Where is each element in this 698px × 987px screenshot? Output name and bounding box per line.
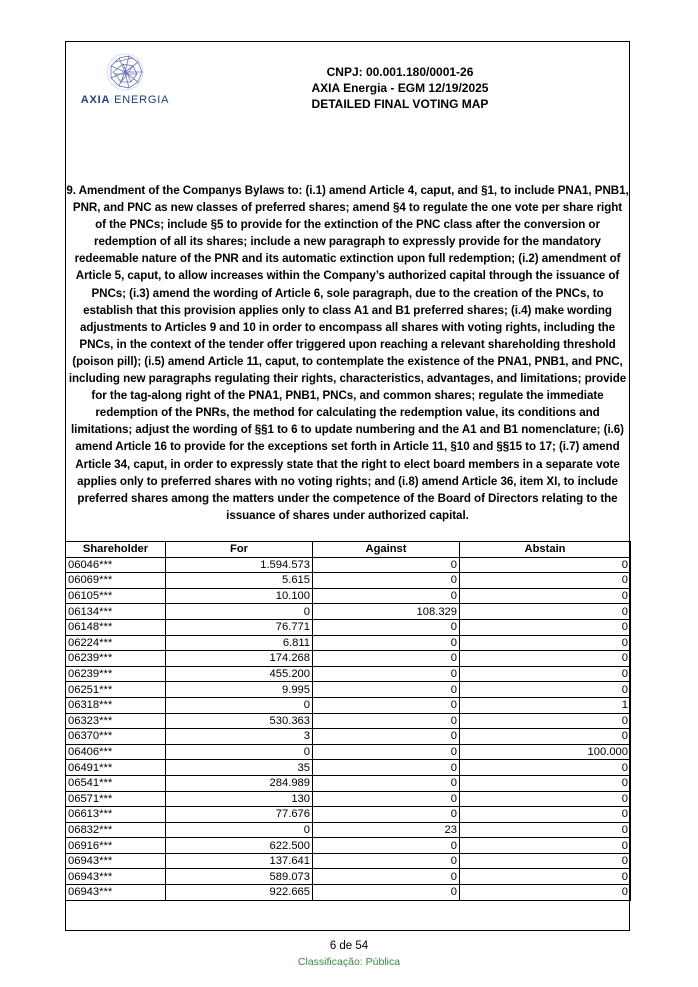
table-row (66, 651, 631, 667)
abstain-cell: 0 (460, 838, 631, 854)
for-cell: 589.073 (166, 869, 313, 885)
abstain-cell: 0 (460, 791, 631, 807)
against-cell: 0 (313, 744, 460, 760)
against-cell: 0 (313, 729, 460, 745)
logo-brand-bold: AXIA (80, 94, 111, 106)
shareholder-cell: 06943*** (66, 853, 166, 869)
for-cell: 3 (166, 729, 313, 745)
table-row (66, 666, 631, 682)
abstain-cell: 0 (460, 853, 631, 869)
abstain-cell: 0 (460, 885, 631, 901)
against-cell: 0 (313, 666, 460, 682)
abstain-cell: 100.000 (460, 744, 631, 760)
against-cell: 0 (313, 713, 460, 729)
logo-wordmark (80, 94, 170, 106)
for-cell: 0 (166, 604, 313, 620)
for-cell: 174.268 (166, 651, 313, 667)
for-cell: 284.989 (166, 775, 313, 791)
abstain-cell: 0 (460, 713, 631, 729)
shareholder-cell: 06134*** (66, 604, 166, 620)
table-row (66, 791, 631, 807)
against-cell: 0 (313, 838, 460, 854)
table-header-row (66, 542, 631, 558)
shareholder-cell: 06406*** (66, 744, 166, 760)
abstain-cell: 0 (460, 619, 631, 635)
shareholder-cell: 06323*** (66, 713, 166, 729)
shareholder-cell: 06224*** (66, 635, 166, 651)
table-row (66, 682, 631, 698)
table-row (66, 635, 631, 651)
shareholder-cell: 06069*** (66, 573, 166, 589)
for-cell: 76.771 (166, 619, 313, 635)
against-cell: 0 (313, 775, 460, 791)
table-body (66, 557, 631, 900)
against-cell: 0 (313, 557, 460, 573)
for-cell: 10.100 (166, 588, 313, 604)
for-cell: 9.995 (166, 682, 313, 698)
against-cell: 0 (313, 807, 460, 823)
shareholder-cell: 06370*** (66, 729, 166, 745)
table-row (66, 822, 631, 838)
table-row (66, 853, 631, 869)
abstain-cell: 0 (460, 729, 631, 745)
abstain-cell: 0 (460, 651, 631, 667)
table-row (66, 619, 631, 635)
table-row (66, 760, 631, 776)
abstain-cell: 0 (460, 573, 631, 589)
motion-text: 9. Amendment of the Companys Bylaws to: (i.1) amend Article 4, caput, and §1, to include PNA1, PNB1, PNR, and PNC as new classes of preferred shares; amend §4 to regulate the one vote per share right of the PNCs; include §5 to provide for the extinction of the PNC class after the conversion or redemption of all its shares; include a new paragraph to expressly provide for the mandatory redeemable nature of the PNR and its automatic extinction upon full redemption; (i.2) amendment of Article 5, caput, to allow increases within the Company’s authorized capital through the issuance of PNCs; (i.3) amend the wording of Article 6, sole paragraph, due to the creation of the PNCs, to establish that this provision applies only to class A1 and B1 preferred shares; (i.4) make wording adjustments to Articles 9 and 10 in order to encompass all shares with voting rights, including the PNCs, in the context of the tender offer triggered upon reaching a relevant shareholding threshold (poison pill); (i.5) amend Article 11, caput, to contemplate the existence of the PNA1, PNB1, and PNC, including new paragraphs regulating their rights, characteristics, advantages, and limitations; provide for the tag-along right of the PNA1, PNB1, PNCs, and common shares; regulate the immediate redemption of the PNRs, the method for calculating the redemption value, its conditions and limitations; adjust the wording of §§1 to 6 to update numbering and the A1 and B1 nomenclature; (i.6) amend Article 16 to provide for the exceptions set forth in Article 11, §10 and §§15 to 17; (i.7) amend Article 34, caput, in order to expressly state that the right to elect board members in a separate vote applies only to preferred shares with no voting rights; and (i.8) amend Article 36, item XI, to include preferred shares among the matters under the competence of the Board of Directors relating to the issuance of shares under authorized capital. (66, 184, 629, 522)
shareholder-cell: 06943*** (66, 869, 166, 885)
table-row (66, 807, 631, 823)
shareholder-cell: 06148*** (66, 619, 166, 635)
cnpj-line: CNPJ: 00.001.180/0001-26 (326, 65, 474, 79)
meeting-line: AXIA Energia - EGM 12/19/2025 (311, 81, 489, 95)
table-row (66, 744, 631, 760)
table-row (66, 869, 631, 885)
abstain-cell: 0 (460, 682, 631, 698)
abstain-cell: 0 (460, 557, 631, 573)
abstain-cell: 1 (460, 697, 631, 713)
abstain-cell: 0 (460, 666, 631, 682)
table-row (66, 775, 631, 791)
shareholder-cell: 06916*** (66, 838, 166, 854)
against-cell: 0 (313, 697, 460, 713)
for-cell: 35 (166, 760, 313, 776)
for-cell: 137.641 (166, 853, 313, 869)
geodesic-globe-icon (103, 52, 147, 92)
table-row (66, 713, 631, 729)
against-cell: 0 (313, 619, 460, 635)
abstain-cell: 0 (460, 822, 631, 838)
for-cell: 530.363 (166, 713, 313, 729)
document-header (260, 64, 540, 112)
against-cell: 0 (313, 885, 460, 901)
document-title: DETAILED FINAL VOTING MAP (311, 97, 489, 111)
against-cell: 108.329 (313, 604, 460, 620)
table-row (66, 885, 631, 901)
against-cell: 0 (313, 682, 460, 698)
for-cell: 5.615 (166, 573, 313, 589)
for-cell: 130 (166, 791, 313, 807)
shareholder-cell: 06046*** (66, 557, 166, 573)
abstain-cell: 0 (460, 869, 631, 885)
for-cell: 77.676 (166, 807, 313, 823)
shareholder-cell: 06832*** (66, 822, 166, 838)
shareholder-cell: 06541*** (66, 775, 166, 791)
against-cell: 0 (313, 760, 460, 776)
against-cell: 0 (313, 635, 460, 651)
column-header-against: Against (313, 542, 460, 558)
classification-label: Classificação: Pública (297, 956, 401, 968)
against-cell: 0 (313, 869, 460, 885)
against-cell: 0 (313, 791, 460, 807)
voting-table (65, 541, 631, 901)
for-cell: 0 (166, 744, 313, 760)
company-logo (80, 52, 170, 110)
abstain-cell: 0 (460, 604, 631, 620)
for-cell: 0 (166, 697, 313, 713)
for-cell: 455.200 (166, 666, 313, 682)
column-header-abstain: Abstain (460, 542, 631, 558)
shareholder-cell: 06105*** (66, 588, 166, 604)
for-cell: 6.811 (166, 635, 313, 651)
for-cell: 1.594.573 (166, 557, 313, 573)
shareholder-cell: 06239*** (66, 666, 166, 682)
for-cell: 922.665 (166, 885, 313, 901)
against-cell: 0 (313, 573, 460, 589)
table-row (66, 557, 631, 573)
column-header-shareholder: Shareholder (66, 542, 166, 558)
against-cell: 0 (313, 588, 460, 604)
shareholder-cell: 06239*** (66, 651, 166, 667)
abstain-cell: 0 (460, 775, 631, 791)
shareholder-cell: 06251*** (66, 682, 166, 698)
table-row (66, 697, 631, 713)
against-cell: 23 (313, 822, 460, 838)
page-number: 6 de 54 (329, 940, 369, 952)
abstain-cell: 0 (460, 588, 631, 604)
table-row (66, 604, 631, 620)
for-cell: 622.500 (166, 838, 313, 854)
for-cell: 0 (166, 822, 313, 838)
against-cell: 0 (313, 651, 460, 667)
table-row (66, 838, 631, 854)
abstain-cell: 0 (460, 807, 631, 823)
shareholder-cell: 06318*** (66, 697, 166, 713)
shareholder-cell: 06491*** (66, 760, 166, 776)
table-row (66, 729, 631, 745)
logo-brand-rest: ENERGIA (110, 94, 170, 106)
table-row (66, 588, 631, 604)
abstain-cell: 0 (460, 635, 631, 651)
table-row (66, 573, 631, 589)
shareholder-cell: 06571*** (66, 791, 166, 807)
abstain-cell: 0 (460, 760, 631, 776)
shareholder-cell: 06613*** (66, 807, 166, 823)
column-header-for: For (166, 542, 313, 558)
shareholder-cell: 06943*** (66, 885, 166, 901)
against-cell: 0 (313, 853, 460, 869)
